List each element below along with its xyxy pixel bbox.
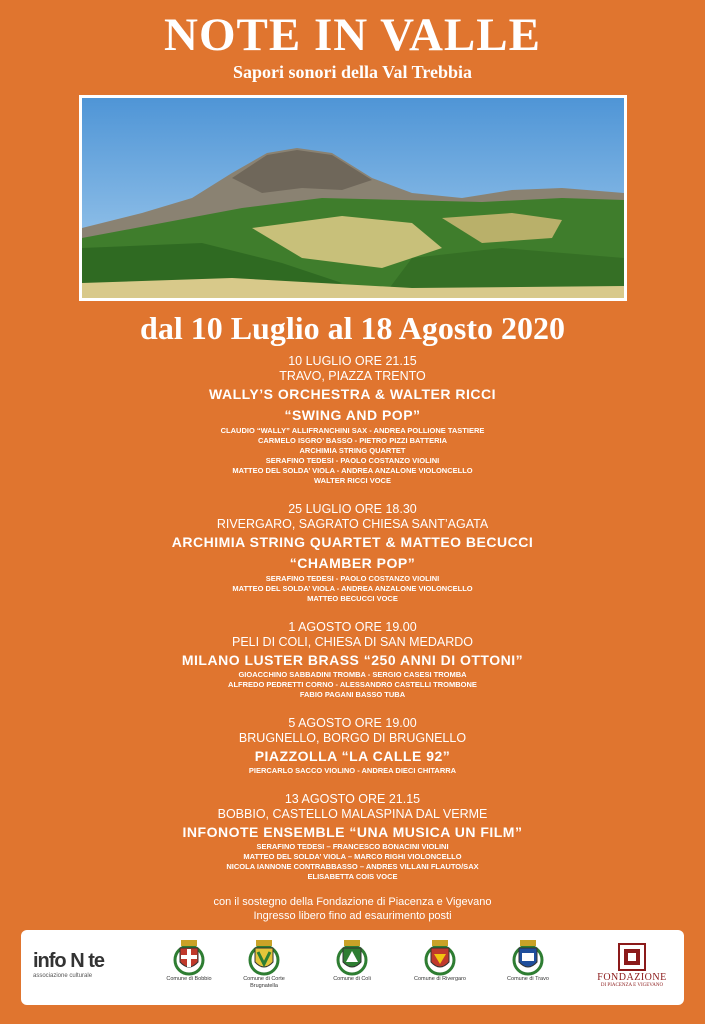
- crest-label: Comune di Coli: [333, 976, 371, 982]
- fondazione-name: FONDAZIONE: [597, 972, 667, 983]
- poster-subtitle: Sapori sonori della Val Trebbia: [232, 62, 473, 82]
- musician-line: WALTER RICCI VOCE: [314, 476, 391, 485]
- event-place: RIVERGARO, SAGRATO CHIESA SANT’AGATA: [216, 517, 489, 531]
- event-date: 25 LUGLIO ORE 18.30: [288, 502, 417, 516]
- musician-line: ALFREDO PEDRETTI CORNO - ALESSANDRO CASTELLI TROMBONE: [228, 680, 477, 689]
- coat-of-arms-icon: [332, 934, 372, 976]
- event-place: PELI DI COLI, CHIESA DI SAN MEDARDO: [231, 635, 474, 649]
- corte-brugnatella-crest: [229, 934, 299, 1004]
- fondazione-sub: DI PIACENZA E VIGEVANO: [600, 983, 664, 988]
- infonote-logo: [33, 950, 113, 995]
- event-list: [0, 354, 705, 898]
- crest-label: Comune di Bobbio: [166, 976, 212, 982]
- musician-line: ELISABETTA COIS VOCE: [307, 872, 398, 881]
- coat-of-arms-icon: [169, 934, 209, 976]
- fondazione-logo: [592, 942, 672, 988]
- landscape-photo: [79, 95, 627, 301]
- crest-label: Comune di Corte Brugnatella: [243, 976, 285, 989]
- coat-of-arms-icon: [420, 934, 460, 976]
- musician-line: MATTEO BECUCCI VOCE: [307, 594, 398, 603]
- musician-line: SERAFINO TEDESI – FRANCESCO BONACINI VIOLINI: [256, 842, 449, 851]
- event-4: [0, 716, 705, 776]
- event-artist: INFONOTE ENSEMBLE “UNA MUSICA UN FILM”: [182, 824, 523, 840]
- event-show: “SWING AND POP”: [284, 407, 421, 423]
- event-place: BOBBIO, CASTELLO MALASPINA DAL VERME: [217, 807, 488, 821]
- musician-line: MATTEO DEL SOLDA’ VIOLA - ANDREA ANZALONE VIOLONCELLO: [232, 584, 473, 593]
- bobbio-crest: [154, 934, 224, 1004]
- coli-crest: [317, 934, 387, 1004]
- musician-line: PIERCARLO SACCO VIOLINO - ANDREA DIECI CHITARRA: [248, 766, 457, 775]
- sponsor-line: con il sostegno della Fondazione di Piacenza e Vigevano: [213, 896, 492, 908]
- musician-line: FABIO PAGANI BASSO TUBA: [299, 690, 406, 699]
- musician-line: MATTEO DEL SOLDA’ VIOLA - ANDREA ANZALONE VIOLONCELLO: [232, 466, 473, 475]
- event-artist: PIAZZOLLA “LA CALLE 92”: [254, 748, 451, 764]
- musician-line: ARCHIMIA STRING QUARTET: [299, 446, 406, 455]
- fondazione-emblem-icon: [617, 942, 647, 972]
- crest-label: Comune di Rivergaro: [414, 976, 466, 982]
- support-text: [0, 895, 705, 923]
- musician-line: MATTEO DEL SOLDA’ VIOLA – MARCO RIGHI VIOLONCELLO: [243, 852, 462, 861]
- musician-line: CLAUDIO “WALLY” ALLIFRANCHINI SAX - ANDREA POLLIONE TASTIERE: [220, 426, 485, 435]
- musician-line: SERAFINO TEDESI - PAOLO COSTANZO VIOLINI: [265, 456, 440, 465]
- event-1: [0, 354, 705, 486]
- event-artist: MILANO LUSTER BRASS “250 ANNI DI OTTONI”: [181, 652, 524, 668]
- event-place: BRUGNELLO, BORGO DI BRUGNELLO: [238, 731, 467, 745]
- event-3: [0, 620, 705, 700]
- musician-line: NICOLA IANNONE CONTRABBASSO – ANDRES VILLANI FLAUTO/SAX: [226, 862, 479, 871]
- logo-bar: [21, 930, 684, 1005]
- crest-label: Comune di Travo: [507, 976, 549, 982]
- event-date: 13 AGOSTO ORE 21.15: [284, 792, 421, 806]
- festival-dates: dal 10 Luglio al 18 Agosto 2020: [140, 310, 565, 346]
- event-date: 10 LUGLIO ORE 21.15: [288, 354, 417, 368]
- event-show: “CHAMBER POP”: [289, 555, 416, 571]
- travo-crest: [493, 934, 563, 1004]
- event-date: 1 AGOSTO ORE 19.00: [288, 620, 417, 634]
- event-place: TRAVO, PIAZZA TRENTO: [279, 369, 426, 383]
- coat-of-arms-icon: [244, 934, 284, 976]
- musician-line: SERAFINO TEDESI - PAOLO COSTANZO VIOLINI: [265, 574, 440, 583]
- event-artist: ARCHIMIA STRING QUARTET & MATTEO BECUCCI: [171, 534, 534, 550]
- event-artist: WALLY’S ORCHESTRA & WALTER RICCI: [209, 386, 496, 402]
- musician-line: GIOACCHINO SABBADINI TROMBA - SERGIO CASESI TROMBA: [238, 670, 467, 679]
- coat-of-arms-icon: [508, 934, 548, 976]
- event-date: 5 AGOSTO ORE 19.00: [288, 716, 417, 730]
- infonote-sub: associazione culturale: [33, 973, 93, 979]
- event-2: [0, 502, 705, 604]
- entry-line: Ingresso libero fino ad esaurimento posti: [253, 910, 452, 922]
- event-5: [0, 792, 705, 882]
- musician-line: CARMELO ISGRO’ BASSO - PIETRO PIZZI BATTERIA: [257, 436, 448, 445]
- poster-title: NOTE IN VALLE: [164, 9, 541, 61]
- infonote-mark: info N te: [33, 950, 104, 972]
- rivergaro-crest: [405, 934, 475, 1004]
